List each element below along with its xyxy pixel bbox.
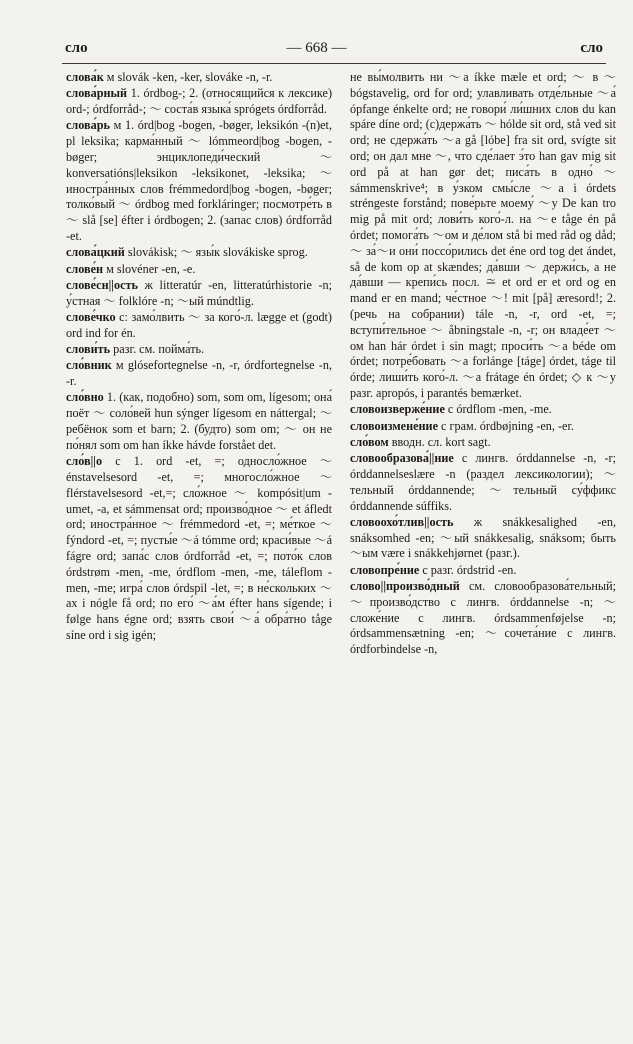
entry-body: с: замо́лвить ～ за кого́-л. lægge et (godt) ord ind for én.	[66, 309, 332, 340]
entry-body: ж litteratúr -en, litteratúrhistorie -n; у́стная ～ folklóre -n; ～ый múndtlig.	[66, 277, 332, 308]
entry	[66, 118, 332, 244]
entry-body: ж snákkesalighed -en, snáksomhed -en; ～ый snákkesalig, snáksom; быть ～ым være i snákkehjørnet (разг.).	[350, 514, 616, 561]
entry-continuation	[350, 70, 616, 402]
headword: словоизмене́ние	[350, 418, 438, 433]
entry	[66, 278, 332, 310]
entry-body: с разг. órdstrid -en.	[419, 562, 517, 577]
headword: словопре́ние	[350, 562, 420, 577]
left-guide-word: сло	[65, 40, 88, 56]
entry	[350, 402, 616, 418]
headword: словоохо́тлив||ость	[350, 514, 454, 529]
headword: слова́рь	[66, 118, 110, 133]
headword: слове́сн||ость	[66, 277, 138, 292]
left-column	[66, 70, 332, 644]
entry-body: 1. (как, подобно) som, som om, lígesom; она́ поёт ～ соло́вей hun sýnger lígesom en náttergal; ～ ребёнок som et barn; 2. (будто) som om; ～ он не по́нял som om han íkke hávde forstået det.	[66, 390, 332, 452]
headword: слове́чко	[66, 309, 116, 324]
entry	[350, 579, 616, 658]
entry-body: см. словообразова́тельный; ～произво́дство с лингв. órddannelse -n; ～сложе́ние с лингв. órdsammenføjelse -n; órdsammensætning -en; ～сочета́ние с лингв. órdforbindelse -n,	[350, 579, 616, 657]
entry	[350, 435, 616, 451]
entry-body: с грам. órdbøjning -en, -er.	[437, 418, 574, 433]
entry-body: slovákisk; ～ язы́к slovákiske sprog.	[124, 245, 308, 260]
headword: сло́вно	[66, 390, 104, 405]
entry	[66, 70, 332, 86]
entry-body: разг. см. пойма́ть.	[110, 342, 205, 357]
headword: слова́к	[66, 70, 104, 84]
entry	[66, 342, 332, 358]
entry	[66, 358, 332, 390]
headword: сло́в||о	[66, 454, 103, 469]
entry	[66, 310, 332, 342]
entry	[66, 454, 332, 644]
entry	[66, 86, 332, 118]
headword: сло́вник	[66, 358, 112, 373]
page-number: — 668 —	[286, 40, 347, 56]
entry-body: м slovák -ken, -ker, slováke -n, -r.	[103, 70, 273, 84]
entry-body: вводн. сл. kort sagt.	[388, 434, 491, 449]
headword: сло́вом	[350, 434, 389, 449]
entry	[66, 390, 332, 453]
headword: слове́н	[66, 261, 104, 276]
entry-body: с лингв. órddannelse -n, -r; órddannelseslære -n (раздел лексикологии); ～тельный órddannende; ～тельный су́ффикс órddannende súffiks.	[350, 451, 616, 513]
entry-body: м 1. órd|bog -bogen, -bøger, leksikón -(n)et, pl leksika; карма́нный ～ lómmeord|bog -bogen, -bøger; энциклопеди́ческий ～ konversatións|leksikon -leksikonet, -leksika; ～ иностра́нных слов frémmedord|bog -bogen, -bøger; толко́вый ～ órdbog med forkláringer; посмотре́ть в ～ slå [se] éfter i órdbogen; 2. (запас слов) órdforråd -et.	[66, 118, 332, 243]
headword: слови́ть	[66, 342, 111, 357]
entry-body: с órdflom -men, -me.	[444, 402, 552, 417]
entry	[350, 451, 616, 514]
headword: слова́рный	[66, 86, 128, 101]
entry-body: не вы́молвить ни ～а íkke mæle et ord; ～ в ～ bógstavelig, ord for ord; улавливать отде́льные ～а́ ópfange énkelte ord; не говори́ ли́шних слов du kan spáre díne ord; (с)держа́ть ～ hólde sit ord, stå ved sit ord; не сдержа́ть ～а gå [lóbe] fra sit ord, svígte sit ord; он дал мне ～, что сде́лает э́то han gav mig sit ord på at han gør det; писа́ть в одно́ ～ sámmenskrive⁴; в у́зком смы́сле ～а i órdets stréngeste forstånd; пове́рьте моему́ ～у De kan tro mig på mit ord; лови́ть кого́-л. на ～е tåge én på órdet; помога́ть ～ом и де́лом stå bi med råd og dåd; ～ за́～и они́ поссо́рились det éne ord tog det ándet, så de kom op at skændes; да́вши ～ держи́сь, а не да́вши — крепи́сь посл. ≅ et ord er et ord og en mand er en mand; че́стное ～! mit [på] æresord!; 2. (речь на собрании) tále -n, -r, ord -et, =; вступи́тельное ～ åbningstale -n, -r; он владе́ет ～ом han hár órdet i sin magt; проси́ть ～а béde om órdet; потре́бовать ～а forlánge [táge] órdet, táge til órde; лиши́ть кого́-л. ～а frátage én órdet; ◇ к ～у разг. apropós, i parantés bemærket.	[350, 70, 616, 400]
headword: словоизверже́ние	[350, 402, 445, 417]
entry	[350, 419, 616, 435]
right-column	[350, 70, 616, 658]
entry-body: 1. órdbog-; 2. (относящийся к лексике) ord-; órdforråd-; ～ соста́в языка́ sprógets órdforråd.	[66, 86, 332, 117]
running-header	[0, 40, 633, 62]
header-rule	[62, 63, 606, 64]
entry-body: м slovéner -en, -e.	[103, 261, 196, 276]
entry	[350, 563, 616, 579]
entry	[66, 245, 332, 261]
headword: слова́цкий	[66, 245, 125, 260]
entry	[66, 262, 332, 278]
entry-body: с 1. ord -et, =; односло́жное ～ énstavelsesord -et, =; многосло́жное ～ flérstavelsesord -et,=; сло́жное ～ kompósit|um -umet, -a, et sámmensat ord; произво́дное ～ et áfledt ord; иностра́нное ～ frémmedord -et, =; ме́ткое ～ fýndord -et, =; пусты́е ～á tómme ord; краси́вые ～á fágre ord; запа́с слов órdforråd -et, =; пото́к слов órdstrøm -men, -me, órdflom -men, -me, táleflom -men, -me; игра́ слов órdspil -let, =; в не́скольких ～ах i nógle få ord; по его́ ～а́м éfter hans sígende; i følge hans égne ord; взять свои́ ～а́ обра́тно tåge síne ord i sig igén;	[66, 454, 332, 642]
right-guide-word: сло	[580, 40, 603, 56]
headword: словообразова́||ние	[350, 451, 454, 466]
entry	[350, 515, 616, 562]
entry-body: м glósefortegnelse -n, -r, órdfortegnelse -n, -r.	[66, 358, 332, 389]
headword: слово||произво́дный	[350, 579, 460, 593]
